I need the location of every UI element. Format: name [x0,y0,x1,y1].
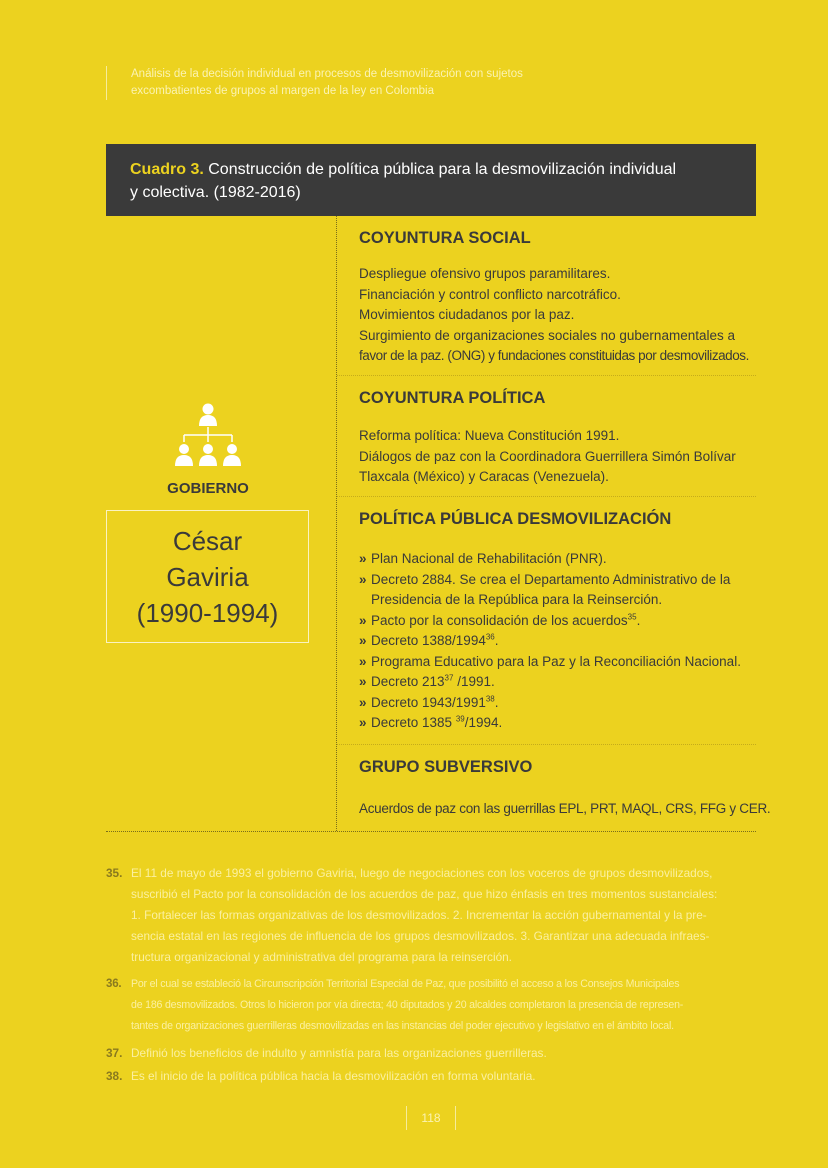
section-divider [337,375,756,376]
coyuntura-politica-title: COYUNTURA POLÍTICA [359,389,546,407]
running-header [106,66,523,100]
footnote [106,863,756,968]
footnote-line: Por el cual se estableció la Circunscripción Territorial Especial de Paz, que posibilitó el acceso a los Consejos Municipales [131,978,680,990]
footnote-line: 1. Fortalecer las formas organizativas de los desmovilizados. 2. Incrementar la acción gubernamental y la pre- [131,908,707,922]
coyuntura-social-text [359,264,749,367]
running-header-line-1: Análisis de la decisión individual en procesos de desmovilización con sujetos [131,68,523,80]
coyuntura-social-title: COYUNTURA SOCIAL [359,229,531,247]
footnote-number: 37. [106,1046,123,1060]
president-name-box [106,510,309,643]
text-line: Acuerdos de paz con las guerrillas EPL, PRT, MAQL, CRS, FFG y CER. [359,801,771,816]
footnote-number: 35. [106,866,123,880]
table-title-line-1: Construcción de política pública para la desmovilización individual [203,161,677,178]
footnote [106,1043,756,1064]
footnote-number: 38. [106,1069,123,1083]
footnote-line: Definió los beneficios de indulto y amnistía para las organizaciones guerrilleras. [131,1046,547,1060]
list-item: » Decreto 1943/1991$^{38}$. [359,693,741,714]
footnote-line: tructura organizacional y administrativa del programa para la reinserción. [131,950,512,964]
section-divider [337,496,756,497]
grupo-subversivo-text [359,799,770,820]
text-line: Tlaxcala (México) y Caracas (Venezuela). [359,469,609,484]
coyuntura-politica-text [359,426,736,488]
footnotes [106,863,756,1093]
text-line: Surgimiento de organizaciones sociales no gubernamentales a [359,327,735,343]
footnote-line: de 186 desmovilizados. Otros lo hicieron por vía directa; 40 diputados y 20 alcaldes completaron la presencia de represen- [131,999,684,1011]
footnote-line: tantes de organizaciones guerrilleras desmovilizadas en las instancias del poder ejecutivo y legislativo en el ámbito local. [131,1020,674,1032]
politica-publica-title: POLÍTICA PÚBLICA DESMOVILIZACIÓN [359,510,672,528]
footnote-line: suscribió el Pacto por la consolidación de los acuerdos de paz, que hizo énfasis en tres momentos sustanciales: [131,887,718,901]
footnote-number: 36. [106,978,122,990]
footnote [106,1066,756,1087]
table-title-bar [106,144,756,216]
section-divider [337,744,756,745]
grupo-subversivo-title: GRUPO SUBVERSIVO [359,758,533,776]
footnote-line: Es el inicio de la política pública hacia la desmovilización en forma voluntaria. [131,1069,536,1083]
table-title-line-2: y colectiva. (1982-2016) [130,184,301,201]
text-line: Despliegue ofensivo grupos paramilitares. [359,266,611,281]
footnote-line: sencia estatal en las regiones de influencia de los grupos desmovilizados. 3. Garantizar una adecuada infraes- [131,929,710,943]
president-first-name: César [172,525,243,556]
list-item: » Decreto $213^{37}$ /1991. [359,672,741,693]
footnote [106,974,756,1037]
text-line: Financiación y control conflicto narcotráfico. [359,286,621,302]
list-item: » Pacto por la consolidación de los acuerdos$^{35}$. [359,611,741,632]
list-item: » Programa Educativo para la Paz y la Reconciliación Nacional. [359,652,741,673]
list-item: » Plan Nacional de Rehabilitación (PNR). [359,549,741,570]
president-last-name: Gaviria [166,561,249,592]
text-line: Movimientos ciudadanos por la paz. [359,307,575,322]
footnote-line: El 11 de mayo de 1993 el gobierno Gaviria, luego de negociaciones con los voceros de grupos desmovilizados, [131,866,713,880]
page-number: 118 [406,1106,456,1130]
politica-publica-list [359,549,741,734]
text-line: favor de la paz. (ONG) y fundaciones constituidas por desmovilizados. [359,348,749,363]
list-item: » Decreto 2884. Se crea el Departamento Administrativo de la Presidencia de la República para la Reinserción. [359,570,741,611]
list-item: » Decreto 1388/1994$^{36}$. [359,631,741,652]
president-term: (1990-1994) [136,597,279,628]
column-divider [336,216,337,831]
running-header-line-2: excombatientes de grupos al margen de la ley en Colombia [131,85,435,97]
table-bottom-rule [106,831,756,832]
text-line: Diálogos de paz con la Coordinadora Guerrillera Simón Bolívar [359,448,736,464]
government-label: GOBIERNO [167,480,249,497]
organization-chart-icon [172,402,244,473]
table-label: Cuadro 3. [130,161,204,178]
text-line: Reforma política: Nueva Constitución 1991. [359,428,620,443]
list-item: » Decreto 1385 $^{39}$/1994. [359,713,741,734]
